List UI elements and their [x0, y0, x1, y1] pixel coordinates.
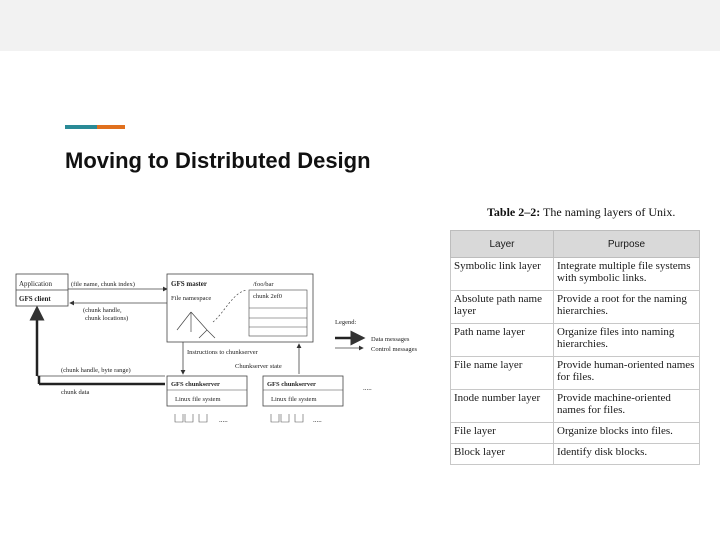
- instructions-label: Instructions to chunkserver: [187, 349, 258, 356]
- layer-cell: File layer: [451, 423, 554, 444]
- legend-control-label: Control messages: [371, 346, 418, 353]
- linux-fs-label-2: Linux file system: [271, 396, 317, 403]
- chunkserver-label-1: GFS chunkserver: [171, 381, 220, 388]
- file-namespace-label: File namespace: [171, 295, 212, 302]
- chunk-data-label: chunk data: [61, 389, 90, 396]
- chunkserver-label-2: GFS chunkserver: [267, 381, 316, 388]
- header-purpose: Purpose: [554, 231, 700, 258]
- table-row: [451, 357, 700, 390]
- ellipsis-3: .....: [363, 384, 372, 392]
- purpose-cell: Provide machine-oriented names for files.: [554, 390, 700, 423]
- ellipsis-1: .....: [219, 416, 228, 424]
- gfs-master-label: GFS master: [171, 280, 207, 288]
- table-row: [451, 291, 700, 324]
- table-row: [451, 444, 700, 465]
- slide-title: Moving to Distributed Design: [65, 148, 371, 173]
- legend-data-label: Data messages: [371, 336, 410, 343]
- gfs-architecture-diagram: [13, 262, 443, 432]
- table-caption: [487, 205, 675, 220]
- application-label: Application: [19, 280, 53, 288]
- chunk-id-label: chunk 2ef0: [253, 293, 283, 300]
- purpose-cell: Identify disk blocks.: [554, 444, 700, 465]
- layer-cell: Path name layer: [451, 324, 554, 357]
- purpose-cell: Organize files into naming hierarchies.: [554, 324, 700, 357]
- reply-label-1: (chunk handle,: [83, 307, 122, 314]
- table-row: [451, 423, 700, 444]
- layer-cell: File name layer: [451, 357, 554, 390]
- path-label: /foo/bar: [253, 281, 274, 288]
- layer-cell: Inode number layer: [451, 390, 554, 423]
- table-row: [451, 390, 700, 423]
- layer-cell: Block layer: [451, 444, 554, 465]
- layer-cell: Symbolic link layer: [451, 258, 554, 291]
- table-header-row: [451, 231, 700, 258]
- data-request-label: (chunk handle, byte range): [61, 367, 131, 374]
- naming-layers-table: [450, 230, 700, 465]
- gfs-client-label: GFS client: [19, 295, 51, 303]
- table-caption-number: Table 2–2:: [487, 205, 541, 219]
- header-layer: Layer: [451, 231, 554, 258]
- top-banner: [0, 0, 720, 51]
- layer-cell: Absolute path name layer: [451, 291, 554, 324]
- table-row: [451, 258, 700, 291]
- purpose-cell: Organize blocks into files.: [554, 423, 700, 444]
- accent-bar-teal: [65, 125, 97, 129]
- disk-icons: [175, 414, 303, 422]
- purpose-cell: Provide a root for the naming hierarchies.: [554, 291, 700, 324]
- table-row: [451, 324, 700, 357]
- purpose-cell: Integrate multiple file systems with symbolic links.: [554, 258, 700, 291]
- accent-bar-orange: [97, 125, 125, 129]
- request-label: (file name, chunk index): [71, 281, 135, 288]
- legend-title: Legend:: [335, 319, 357, 326]
- reply-label-2: chunk locations): [85, 315, 129, 322]
- linux-fs-label-1: Linux file system: [175, 396, 221, 403]
- chunkserver-state-label: Chunkserver state: [235, 363, 282, 370]
- table-caption-text: The naming layers of Unix.: [543, 205, 676, 219]
- purpose-cell: Provide human-oriented names for files.: [554, 357, 700, 390]
- ellipsis-2: .....: [313, 416, 322, 424]
